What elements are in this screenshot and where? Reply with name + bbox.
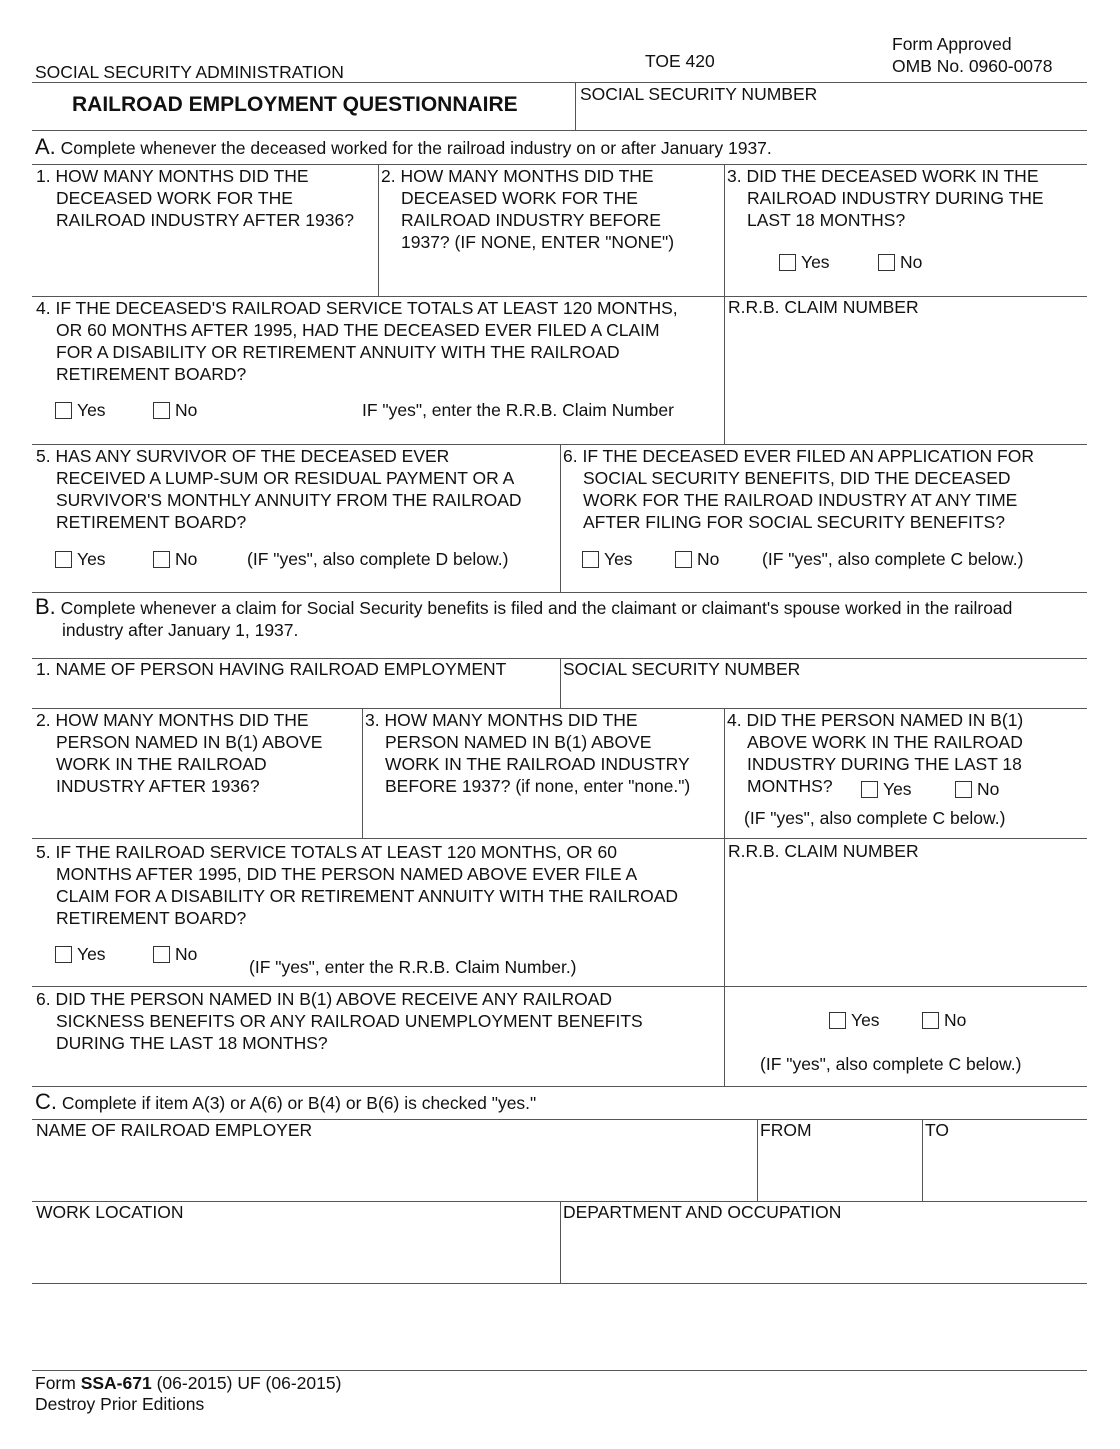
- to-date-input[interactable]: [929, 1150, 1083, 1178]
- section-c-instruction: C. Complete if item A(3) or A(6) or B(4) or B(6) is checked "yes.": [35, 1089, 537, 1114]
- a-q6-no-option[interactable]: No: [675, 549, 719, 570]
- checkbox[interactable]: [153, 551, 170, 568]
- work-location-label: WORK LOCATION: [36, 1202, 184, 1222]
- b-q6-yes-option[interactable]: Yes: [829, 1010, 880, 1031]
- divider: [724, 986, 725, 1086]
- divider: [32, 986, 1087, 987]
- b-q3-months-input[interactable]: [370, 806, 719, 832]
- section-b-q4: 4. DID THE PERSON NAMED IN B(1) ABOVE WORK IN THE RAILROAD INDUSTRY DURING THE LAST 18 MONTHS?: [727, 710, 1024, 796]
- a-q2-months-input[interactable]: [386, 262, 720, 288]
- checkbox[interactable]: [582, 551, 599, 568]
- a-q3-yes-option[interactable]: Yes: [779, 252, 830, 273]
- divider: [378, 164, 379, 296]
- b-ssn-label: SOCIAL SECURITY NUMBER: [563, 659, 801, 679]
- b-person-name-input[interactable]: [42, 681, 556, 705]
- section-b-q6: 6. DID THE PERSON NAMED IN B(1) ABOVE RECEIVE ANY RAILROAD SICKNESS BENEFITS OR ANY RAILROAD UNEMPLOYMENT BENEFITS DURING THE LAST 18 MONTHS?: [36, 989, 643, 1053]
- b-q4-yes-option[interactable]: Yes: [861, 779, 912, 800]
- a-q6-note: (IF "yes", also complete C below.): [762, 549, 1024, 569]
- form-approved-label: Form Approved: [892, 34, 1012, 54]
- section-b-letter: B.: [35, 594, 56, 619]
- section-b-q2: 2. HOW MANY MONTHS DID THE PERSON NAMED IN B(1) ABOVE WORK IN THE RAILROAD INDUSTRY AFTER 1936?: [36, 710, 323, 796]
- section-b-instruction: B. Complete whenever a claim for Social Security benefits is filed and the claimant or claimant's spouse worked in the railroad industry after January 1, 1937.: [35, 594, 1013, 640]
- destroy-note: Destroy Prior Editions: [35, 1394, 205, 1414]
- b-q5-no-option[interactable]: No: [153, 944, 197, 965]
- section-a-q5: 5. HAS ANY SURVIVOR OF THE DECEASED EVER RECEIVED A LUMP-SUM OR RESIDUAL PAYMENT OR A SURVIVOR'S MONTHLY ANNUITY FROM THE RAILROAD RETIREMENT BOARD?: [36, 446, 522, 532]
- checkbox[interactable]: [675, 551, 692, 568]
- form-number: SSA-671: [80, 1373, 152, 1393]
- b-rrb-claim-label: R.R.B. CLAIM NUMBER: [728, 841, 919, 861]
- form-code: TOE 420: [645, 51, 715, 71]
- a-q3-no-option[interactable]: No: [878, 252, 922, 273]
- b-q5-yes-option[interactable]: Yes: [55, 944, 106, 965]
- checkbox[interactable]: [55, 551, 72, 568]
- divider: [560, 1201, 561, 1283]
- employer-input[interactable]: [42, 1150, 751, 1178]
- section-a-instruction: A. Complete whenever the deceased worked for the railroad industry on or after January 1937.: [35, 134, 772, 159]
- section-a-q6: 6. IF THE DECEASED EVER FILED AN APPLICATION FOR SOCIAL SECURITY BENEFITS, DID THE DECEASED WORK FOR THE RAILROAD INDUSTRY AT ANY TIME AFTER FILING FOR SOCIAL SECURITY BENEFITS?: [563, 446, 1034, 532]
- section-c-letter: C.: [35, 1089, 57, 1114]
- department-input[interactable]: [567, 1234, 1081, 1262]
- a-q4-note: IF "yes", enter the R.R.B. Claim Number: [362, 400, 674, 420]
- divider: [575, 82, 576, 130]
- divider: [32, 82, 1087, 83]
- a-q6-yes-option[interactable]: Yes: [582, 549, 633, 570]
- ssn-input[interactable]: [582, 105, 1081, 129]
- page-title: RAILROAD EMPLOYMENT QUESTIONNAIRE: [72, 93, 518, 116]
- divider: [560, 658, 561, 708]
- agency-name: SOCIAL SECURITY ADMINISTRATION: [35, 62, 344, 82]
- a-q5-no-option[interactable]: No: [153, 549, 197, 570]
- checkbox[interactable]: [153, 946, 170, 963]
- section-a-q3: 3. DID THE DECEASED WORK IN THE RAILROAD INDUSTRY DURING THE LAST 18 MONTHS?: [727, 166, 1044, 230]
- divider: [32, 592, 1087, 593]
- section-a-q2: 2. HOW MANY MONTHS DID THE DECEASED WORK FOR THE RAILROAD INDUSTRY BEFORE 1937? (IF NONE, ENTER "NONE"): [381, 166, 675, 252]
- divider: [757, 1119, 758, 1201]
- a-rrb-claim-input[interactable]: [732, 325, 1081, 351]
- form-number-line: Form SSA-671 (06-2015) UF (06-2015): [35, 1373, 342, 1393]
- from-date-input[interactable]: [764, 1150, 918, 1178]
- divider: [32, 1086, 1087, 1087]
- b-q4-note: (IF "yes", also complete C below.): [744, 808, 1006, 828]
- checkbox[interactable]: [829, 1012, 846, 1029]
- a-q4-yes-option[interactable]: Yes: [55, 400, 106, 421]
- a-q4-no-option[interactable]: No: [153, 400, 197, 421]
- b-ssn-input[interactable]: [567, 681, 1081, 705]
- section-a-letter: A.: [35, 134, 56, 159]
- divider: [32, 1370, 1087, 1371]
- b-q6-note: (IF "yes", also complete C below.): [760, 1054, 1022, 1074]
- a-q5-yes-option[interactable]: Yes: [55, 549, 106, 570]
- a-rrb-claim-label: R.R.B. CLAIM NUMBER: [728, 297, 919, 317]
- employer-label: NAME OF RAILROAD EMPLOYER: [36, 1120, 313, 1140]
- section-a-q4: 4. IF THE DECEASED'S RAILROAD SERVICE TOTALS AT LEAST 120 MONTHS, OR 60 MONTHS AFTER 1995, HAD THE DECEASED EVER FILED A CLAIM FOR A DISABILITY OR RETIREMENT ANNUITY WITH THE RAILROAD RETIREMENT BOARD?: [36, 298, 678, 384]
- divider: [560, 444, 561, 592]
- checkbox[interactable]: [55, 402, 72, 419]
- section-b-q5: 5. IF THE RAILROAD SERVICE TOTALS AT LEAST 120 MONTHS, OR 60 MONTHS AFTER 1995, DID THE PERSON NAMED ABOVE EVER FILE A CLAIM FOR A DISABILITY OR RETIREMENT ANNUITY WITH THE RAILROAD RETIREMENT BOARD?: [36, 842, 679, 928]
- a-q1-months-input[interactable]: [42, 256, 376, 282]
- a-q5-note: (IF "yes", also complete D below.): [247, 549, 509, 569]
- section-b-q1: 1. NAME OF PERSON HAVING RAILROAD EMPLOYMENT: [36, 659, 507, 679]
- b-q2-months-input[interactable]: [42, 806, 356, 832]
- section-b-q3: 3. HOW MANY MONTHS DID THE PERSON NAMED IN B(1) ABOVE WORK IN THE RAILROAD INDUSTRY BEFORE 1937? (if none, enter "none."): [365, 710, 691, 796]
- b-rrb-claim-input[interactable]: [732, 868, 1081, 894]
- divider: [32, 1283, 1087, 1284]
- b-q6-no-option[interactable]: No: [922, 1010, 966, 1031]
- checkbox[interactable]: [153, 402, 170, 419]
- from-label: FROM: [760, 1120, 812, 1140]
- ssn-label: SOCIAL SECURITY NUMBER: [580, 84, 818, 104]
- checkbox[interactable]: [55, 946, 72, 963]
- b-q4-no-option[interactable]: No: [955, 779, 999, 800]
- department-label: DEPARTMENT AND OCCUPATION: [563, 1202, 842, 1222]
- checkbox[interactable]: [922, 1012, 939, 1029]
- divider: [922, 1119, 923, 1201]
- divider: [362, 708, 363, 838]
- omb-number: OMB No. 0960-0078: [892, 56, 1053, 76]
- checkbox[interactable]: [878, 254, 895, 271]
- checkbox[interactable]: [861, 781, 878, 798]
- work-location-input[interactable]: [42, 1234, 556, 1262]
- checkbox[interactable]: [955, 781, 972, 798]
- section-a-q1: 1. HOW MANY MONTHS DID THE DECEASED WORK FOR THE RAILROAD INDUSTRY AFTER 1936?: [36, 166, 354, 230]
- checkbox[interactable]: [779, 254, 796, 271]
- b-q5-note: (IF "yes", enter the R.R.B. Claim Number.): [249, 957, 577, 977]
- to-label: TO: [925, 1120, 949, 1140]
- divider: [32, 130, 1087, 131]
- divider: [32, 838, 1087, 839]
